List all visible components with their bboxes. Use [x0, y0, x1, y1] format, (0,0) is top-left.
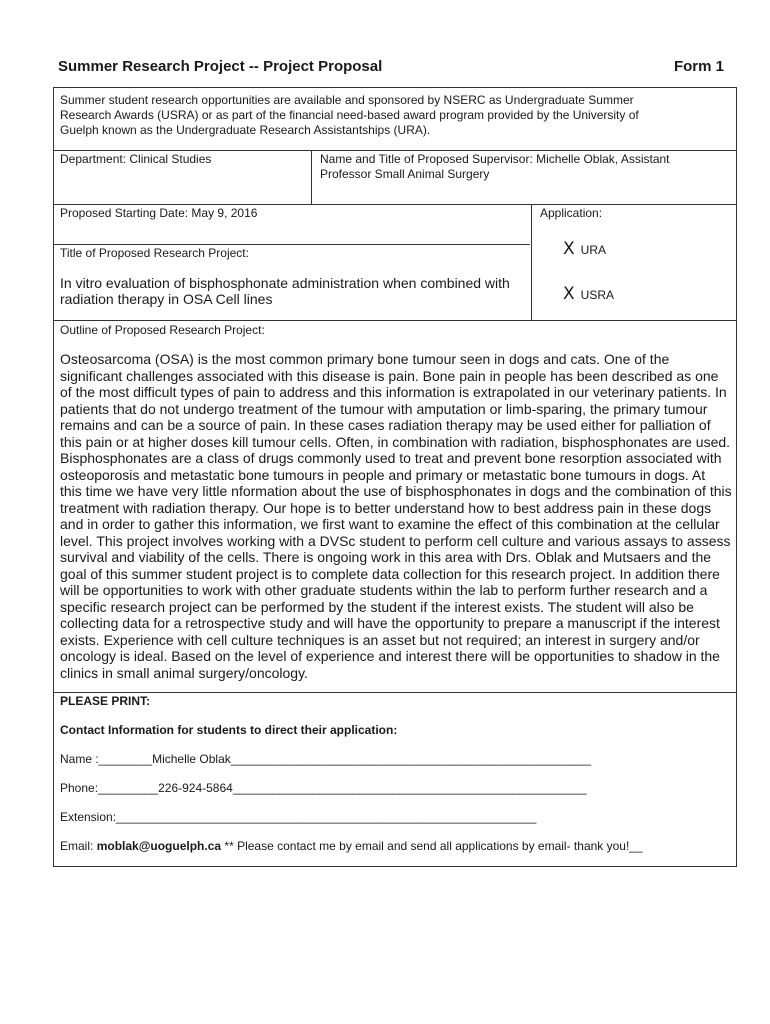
email-note: ** Please contact me by email and send all applications by email- thank you!__ — [221, 839, 643, 853]
outline-line: exists. Experience with cell culture techniques is an asset but not required; an interest in surgery and/or — [60, 631, 700, 648]
outline-line: of the most difficult types of pain to address and this information is extrapolated in our veterinary patients. In — [60, 384, 727, 400]
outline-label: Outline of Proposed Research Project: — [60, 323, 265, 337]
supervisor-line: Name and Title of Proposed Supervisor: Michelle Oblak, Assistant — [320, 152, 670, 166]
outline-line: this pain or at higher doses kill tumour cells. Often, in combination with radiation, bisphosphonates are used. — [60, 433, 731, 450]
extension-field: Extension:_______________________________________________________________ — [60, 810, 537, 824]
intro-line: Research Awards (USRA) or as part of the financial need-based award program provided by the University of — [60, 108, 639, 122]
divider — [54, 320, 736, 321]
form-header — [58, 58, 724, 80]
outline-line: collecting data for a retrospective study and will have the opportunity to prepare a manuscript if the interest — [60, 615, 720, 631]
start-date-field: Proposed Starting Date: May 9, 2016 — [60, 206, 258, 220]
outline-line: patients that do not undergo treatment of the tumour with amputation or limb-sparing, the primary tumour — [60, 400, 708, 417]
divider — [54, 204, 736, 205]
outline-line: oncology is ideal. Based on the level of experience and interest there will be opportunities to shadow in the — [60, 648, 720, 664]
email-prefix: Email: — [60, 839, 97, 853]
email-address: moblak@uoguelph.ca — [96, 839, 222, 853]
outline-line: goal of this summer student project is to complete data collection for this research project. In addition there — [60, 565, 720, 582]
divider — [54, 244, 530, 245]
phone-field: Phone:_________226-924-5864_____________________________________________________ — [60, 781, 587, 795]
contact-heading: Contact Information for students to direct their application: — [60, 723, 398, 737]
email-field — [60, 839, 643, 855]
application-option-usra — [563, 284, 614, 304]
divider — [54, 692, 736, 693]
intro-line: Guelph known as the Undergraduate Research Assistantships (URA). — [60, 123, 431, 137]
divider — [531, 204, 532, 320]
form-title: Summer Research Project -- Project Proposal — [58, 58, 383, 75]
outline-line: Osteosarcoma (OSA) is the most common primary bone tumour seen in dogs and cats. One of the — [60, 351, 670, 367]
outline-line: will be opportunities to work with other graduate students within the lab to perform further research and a — [60, 582, 708, 598]
option-label: USRA — [580, 288, 614, 302]
department-field: Department: Clinical Studies — [60, 152, 212, 166]
project-title-line: radiation therapy in OSA Cell lines — [60, 291, 273, 307]
outline-line: remains and can be a source of pain. In these cases radiation therapy may be used either for palliation of — [60, 417, 711, 433]
outline-line: osteoporosis and metastatic bone tumours in people and primary or metastatic bone tumours in dogs. At — [60, 466, 706, 483]
outline-line: level. This project involves working with a DVSc student to perform cell culture and various assays to assess — [60, 532, 731, 549]
outline-line: treatment with radiation therapy. Our hope is to better understand how to best address pain in these dogs — [60, 499, 712, 516]
supervisor-line: Professor Small Animal Surgery — [320, 167, 490, 181]
form-number: Form 1 — [673, 58, 724, 75]
please-print-label: PLEASE PRINT: — [60, 694, 151, 708]
outline-line: Bisphosphonates are a class of drugs commonly used to treat and prevent bone resorption associated with — [60, 450, 722, 466]
outline-line: and in order to gather this information, we first want to examine the effect of this combination at the cellular — [60, 516, 720, 532]
project-title-line: In vitro evaluation of bisphosphonate administration when combined with — [60, 275, 510, 291]
outline-line: clinics in small animal surgery/oncology. — [60, 664, 308, 681]
option-label: URA — [580, 243, 606, 257]
divider — [54, 150, 736, 151]
outline-line: survival and viability of the cells. There is ongoing work in this area with Drs. Oblak and Mutsaers and the — [60, 549, 712, 565]
application-label: Application: — [540, 206, 603, 220]
divider — [311, 150, 312, 204]
application-option-ura — [563, 239, 606, 259]
outline-line: this time we have very little nformation about the use of bisphosphonates in dogs and the combination of this — [60, 483, 732, 499]
form-table — [53, 87, 737, 867]
intro-line: Summer student research opportunities are available and sponsored by NSERC as Undergraduate Summer — [60, 93, 634, 107]
outline-line: specific research project can be performed by the student if the interest exists. The student will also be — [60, 598, 694, 615]
name-field: Name :________Michelle Oblak______________________________________________________ — [60, 752, 592, 766]
outline-line: significant challenges associated with this disease is pain. Bone pain in people has been described as one — [60, 367, 719, 384]
project-title-label: Title of Proposed Research Project: — [60, 246, 249, 260]
checkbox-mark-icon: X — [563, 284, 575, 304]
checkbox-mark-icon: X — [563, 239, 575, 259]
